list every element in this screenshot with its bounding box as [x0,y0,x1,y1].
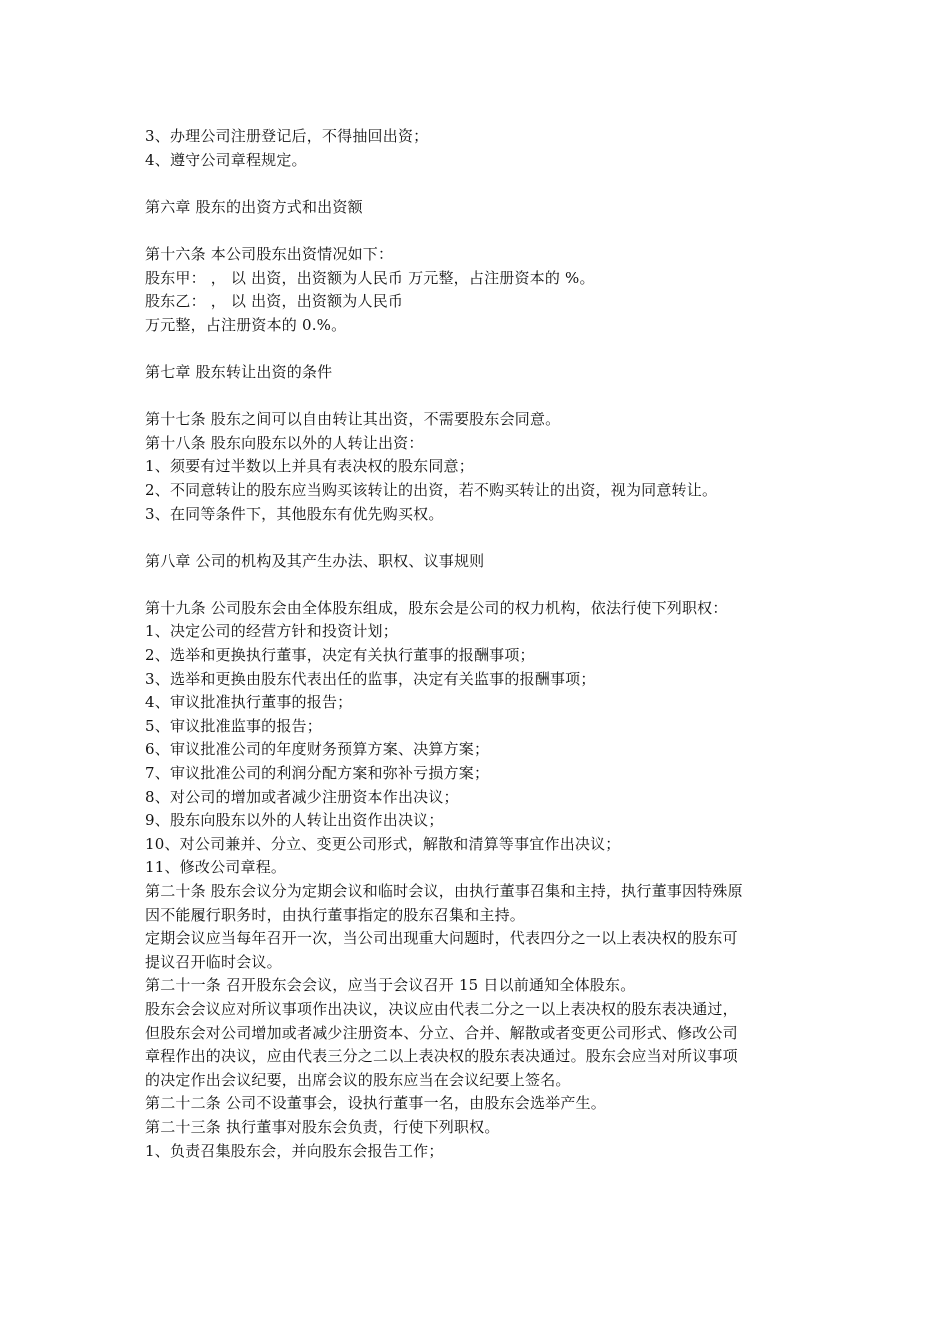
article-line: 第十八条 股东向股东以外的人转让出资： [145,433,424,452]
text-line: 章程作出的决议，应由代表三分之二以上表决权的股东表决通过。股东会应当对所议事项 [145,1047,738,1066]
text-line: 股东会会议应对所议事项作出决议，决议应由代表二分之一以上表决权的股东表决通过， [145,999,738,1018]
text-line: 的决定作出会议纪要，出席会议的股东应当在会议纪要上签名。 [145,1070,571,1089]
list-item: 1、负责召集股东会，并向股东会报告工作； [145,1141,444,1160]
blank-line [145,219,815,243]
article-line: 第十六条 本公司股东出资情况如下： [145,244,394,263]
article-line: 第二十一条 召开股东会会议，应当于会议召开 15 日以前通知全体股东。 [145,976,636,995]
list-item: 2、不同意转让的股东应当购买该转让的出资，若不购买转让的出资，视为同意转让。 [145,480,718,499]
list-item: 10、对公司兼并、分立、变更公司形式，解散和清算等事宜作出决议； [145,834,621,853]
article-line: 第二十二条 公司不设董事会，设执行董事一名，由股东会选举产生。 [145,1094,606,1113]
list-item: 1、须要有过半数以上并具有表决权的股东同意； [145,457,474,476]
list-item: 4、遵守公司章程规定。 [145,150,307,169]
article-line: 第二十三条 执行董事对股东会负责，行使下列职权。 [145,1117,500,1136]
chapter-heading: 第八章 公司的机构及其产生办法、职权、议事规则 [145,551,485,570]
article-line: 第二十条 股东会议分为定期会议和临时会议，由执行董事召集和主持，执行董事因特殊原 [145,882,743,900]
list-item: 2、选举和更换执行董事，决定有关执行董事的报酬事项； [145,646,535,665]
list-item: 1、决定公司的经营方针和投资计划； [145,622,398,641]
text-line: 股东乙： ， 以 出资，出资额为人民币 [145,292,404,311]
list-item: 11、修改公司章程。 [145,858,287,877]
text-line: 但股东会对公司增加或者减少注册资本、分立、合并、解散或者变更公司形式、修改公司 [145,1023,738,1042]
list-item: 9、股东向股东以外的人转让出资作出决议； [145,811,444,830]
text-line: 因不能履行职务时，由执行董事指定的股东召集和主持。 [145,905,526,924]
list-item: 7、审议批准公司的利润分配方案和弥补亏损方案； [145,764,490,783]
blank-line [145,385,815,409]
list-item: 4、审议批准执行董事的报告； [145,693,353,712]
list-item: 5、审议批准监事的报告； [145,716,322,735]
blank-line [145,526,815,550]
text-line: 股东甲： ， 以 出资，出资额为人民币 万元整，占注册资本的 %。 [145,268,595,287]
article-line: 第十七条 股东之间可以自由转让其出资，不需要股东会同意。 [145,410,561,429]
document-page [145,125,815,1163]
text-line: 提议召开临时会议。 [145,952,282,971]
text-line: 定期会议应当每年召开一次，当公司出现重大问题时，代表四分之一以上表决权的股东可 [145,929,738,948]
blank-line [145,172,815,196]
list-item: 6、审议批准公司的年度财务预算方案、决算方案； [145,740,490,759]
list-item: 3、办理公司注册登记后，不得抽回出资； [145,127,429,145]
article-line: 第十九条 公司股东会由全体股东组成，股东会是公司的权力机构，依法行使下列职权： [145,598,728,617]
list-item: 8、对公司的增加或者减少注册资本作出决议； [145,787,459,806]
text-line: 万元整，占注册资本的 0.%。 [145,315,347,334]
blank-line [145,573,815,597]
list-item: 3、选举和更换由股东代表出任的监事，决定有关监事的报酬事项； [145,669,596,688]
blank-line [145,337,815,361]
list-item: 3、在同等条件下，其他股东有优先购买权。 [145,504,444,523]
chapter-heading: 第七章 股东转让出资的条件 [145,362,333,381]
chapter-heading: 第六章 股东的出资方式和出资额 [145,197,363,216]
